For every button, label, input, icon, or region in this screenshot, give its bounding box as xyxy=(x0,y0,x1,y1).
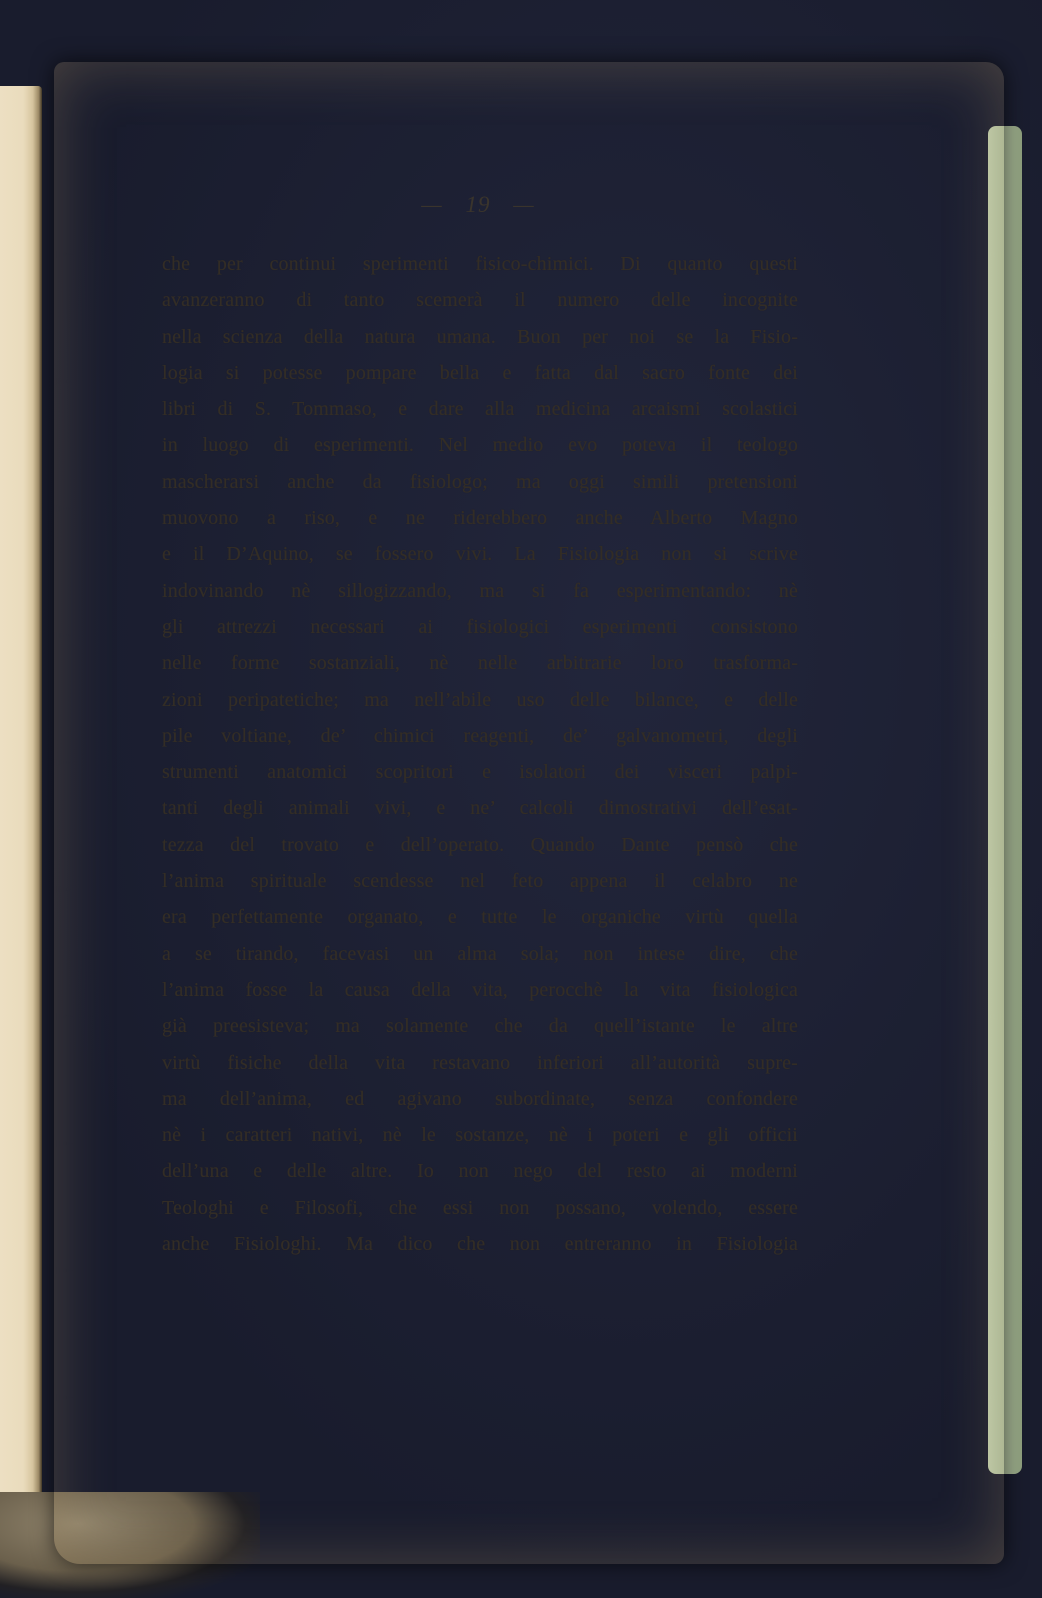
text-line-9: e il D’Aquino, se fossero vivi. La Fisiologia non si scrive xyxy=(162,543,798,566)
page-text xyxy=(162,246,798,1262)
text-line-27: Teologhi e Filosofi, che essi non possano, volendo, essere xyxy=(162,1196,798,1219)
text-line-18: l’anima spirituale scendesse nel feto appena il celabro ne xyxy=(162,870,798,893)
text-line-15: strumenti anatomici scopritori e isolatori dei visceri palpi- xyxy=(162,761,798,784)
text-line-8: muovono a riso, e ne riderebbero anche Alberto Magno xyxy=(162,507,798,530)
text-line-16: tanti degli animali vivi, e ne’ calcoli dimostrativi dell’esat- xyxy=(162,797,798,820)
text-line-25: nè i caratteri nativi, nè le sostanze, nè i poteri e gli officii xyxy=(162,1124,798,1147)
book-page xyxy=(54,62,1004,1564)
left-page-edge xyxy=(0,86,42,1522)
text-line-7: mascherarsi anche da fisiologo; ma oggi simili pretensioni xyxy=(162,470,798,493)
text-line-5: libri di S. Tommaso, e dare alla medicina arcaismi scolastici xyxy=(162,398,798,421)
text-line-17: tezza del trovato e dell’operato. Quando Dante pensò che xyxy=(162,833,798,856)
text-line-2: avanzeranno di tanto scemerà il numero delle incognite xyxy=(162,289,798,312)
text-line-22: già preesisteva; ma solamente che da quell’istante le altre xyxy=(162,1015,798,1038)
text-line-11: gli attrezzi necessari ai fisiologici esperimenti consistono xyxy=(162,615,798,638)
text-line-6: in luogo di esperimenti. Nel medio evo poteva il teologo xyxy=(162,434,798,457)
text-line-21: l’anima fosse la causa della vita, perocchè la vita fisiologica xyxy=(162,978,798,1001)
page-number: — 19 — xyxy=(421,192,535,217)
text-line-13: zioni peripatetiche; ma nell’abile uso delle bilance, e delle xyxy=(162,688,798,711)
text-line-10: indovinando nè sillogizzando, ma si fa esperimentando: nè xyxy=(162,579,798,602)
text-line-3: nella scienza della natura umana. Buon per noi se la Fisio- xyxy=(162,325,798,348)
text-line-14: pile voltiane, de’ chimici reagenti, de’ galvanometri, degli xyxy=(162,724,798,747)
text-line-26: dell’una e delle altre. Io non nego del resto ai moderni xyxy=(162,1160,798,1183)
text-line-12: nelle forme sostanziali, nè nelle arbitrarie loro trasforma- xyxy=(162,652,798,675)
text-line-4: logia si potesse pompare bella e fatta dal sacro fonte dei xyxy=(162,361,798,384)
text-line-24: ma dell’anima, ed agivano subordinate, senza confondere xyxy=(162,1087,798,1110)
text-line-23: virtù fisiche della vita restavano inferiori all’autorità supre- xyxy=(162,1051,798,1074)
text-line-20: a se tirando, facevasi un alma sola; non intese dire, che xyxy=(162,942,798,965)
text-line-19: era perfettamente organato, e tutte le organiche virtù quella xyxy=(162,906,798,929)
text-line-28: anche Fisiologhi. Ma dico che non entreranno in Fisiologia xyxy=(162,1233,798,1256)
text-line-1: che per continui sperimenti fisico-chimici. Di quanto questi xyxy=(162,253,798,275)
